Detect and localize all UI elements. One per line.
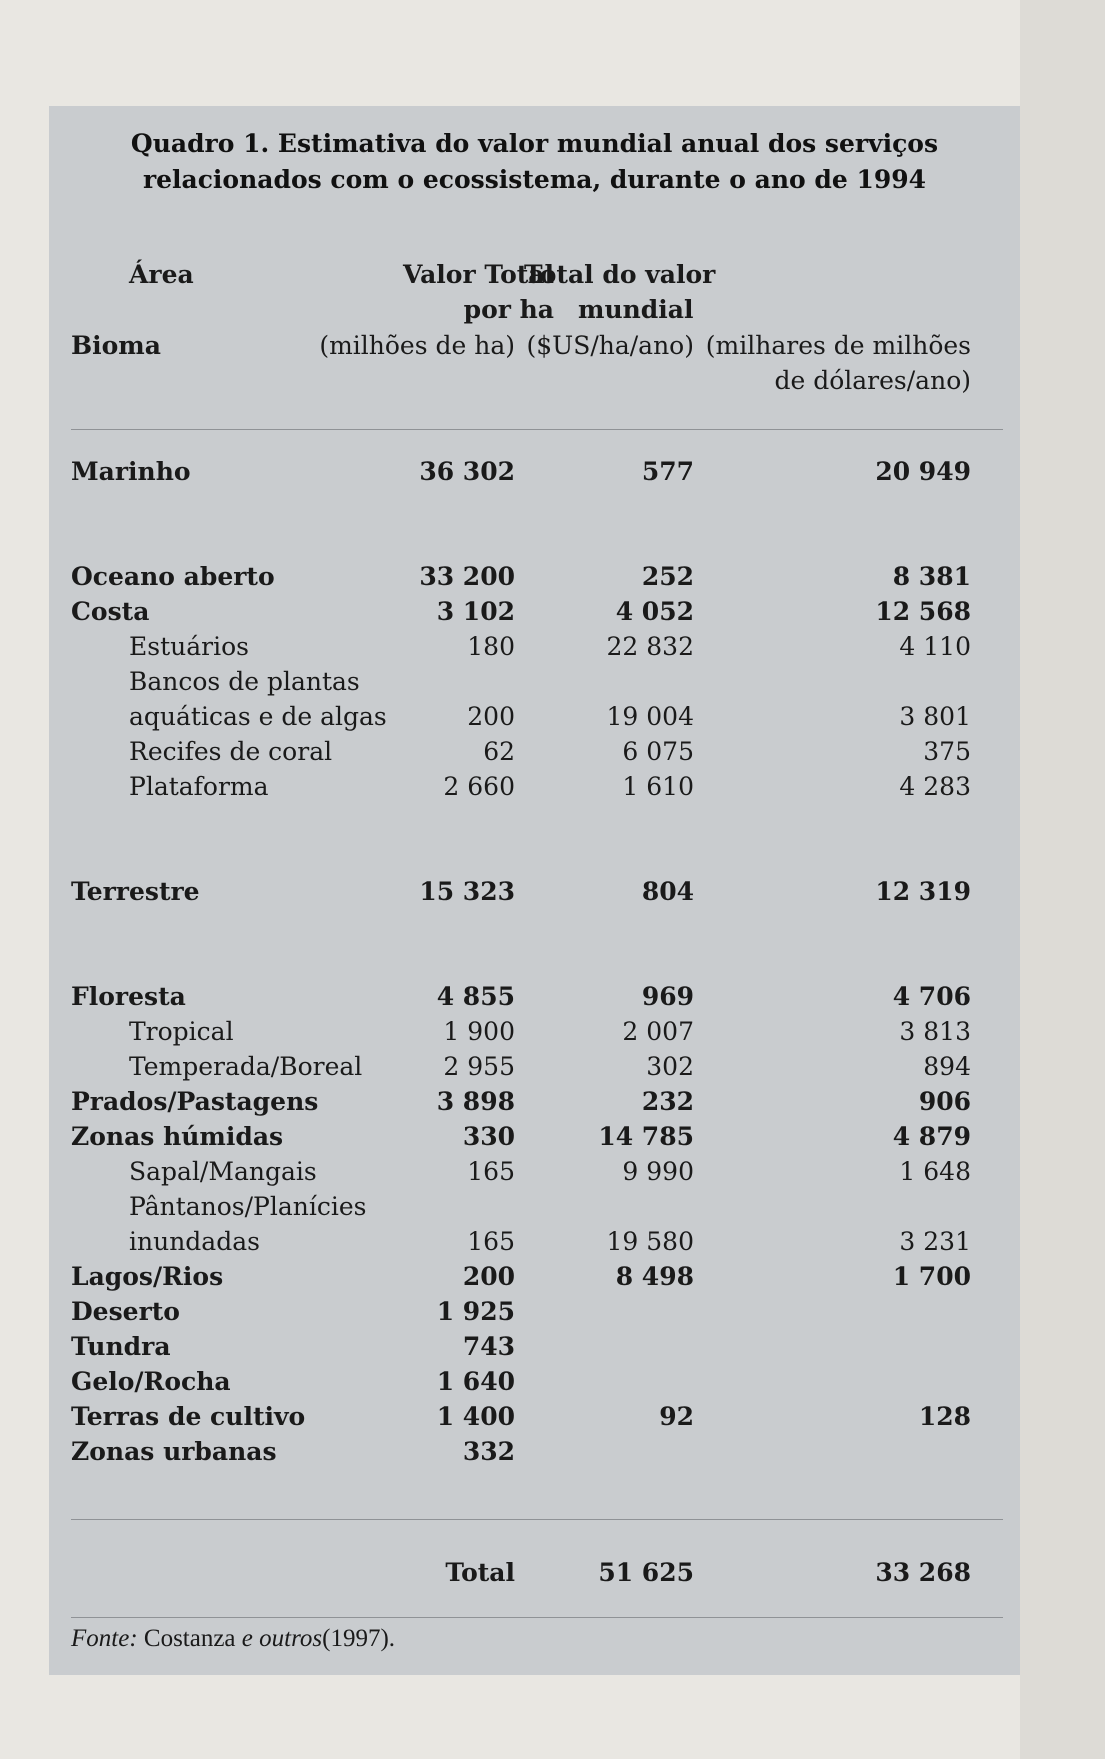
row-valor: 232	[641, 1087, 694, 1116]
header-unit-total-2: de dólares/ano)	[774, 366, 971, 395]
row-valor: 92	[659, 1402, 694, 1431]
title-line-2: relacionados com o ecossistema, durante o ano de 1994	[142, 165, 927, 194]
row-area: 2 660	[443, 772, 515, 801]
row-valor: 8 498	[615, 1262, 694, 1291]
table-row	[49, 734, 1020, 769]
row-bioma: Plataforma	[129, 772, 269, 801]
row-valor: 252	[641, 562, 694, 591]
row-area: 1 400	[436, 1402, 515, 1431]
table-row	[49, 1434, 1020, 1469]
header-valor-total-1: Valor Total	[402, 260, 554, 289]
source-fonte: Fonte:	[71, 1625, 138, 1652]
header-unit-area: (milhões de ha)	[319, 331, 515, 360]
row-valor: 577	[641, 457, 694, 486]
row-area: 165	[467, 1157, 515, 1186]
row-bioma: Tundra	[71, 1332, 171, 1361]
row-area: 62	[483, 737, 515, 766]
source-year: (1997).	[322, 1625, 396, 1652]
table-row	[49, 979, 1020, 1014]
table-row	[49, 699, 1020, 734]
row-total: 3 231	[899, 1227, 971, 1256]
total-rule-bottom	[71, 1617, 1003, 1618]
row-total: 12 319	[875, 877, 971, 906]
row-total: 906	[918, 1087, 971, 1116]
row-area: 743	[462, 1332, 515, 1361]
row-total: 4 110	[899, 632, 971, 661]
source-e: e	[241, 1625, 253, 1652]
row-bioma: Deserto	[71, 1297, 180, 1326]
source-author: Costanza	[143, 1625, 236, 1652]
row-area: 1 640	[436, 1367, 515, 1396]
table-row	[49, 1224, 1020, 1259]
table-row	[49, 629, 1020, 664]
row-total: 375	[923, 737, 971, 766]
title-line-1: Quadro 1. Estimativa do valor mundial anual dos serviços	[130, 129, 939, 158]
row-area: 36 302	[419, 457, 515, 486]
row-bioma: Costa	[71, 597, 150, 626]
header-unit-total-1: (milhares de milhões	[705, 331, 971, 360]
row-valor: 4 052	[615, 597, 694, 626]
row-total: 1 648	[899, 1157, 971, 1186]
table-row	[49, 1189, 1020, 1224]
row-area: 200	[467, 702, 515, 731]
source-outros: outros	[259, 1625, 323, 1652]
row-area: 15 323	[419, 877, 515, 906]
header-total-valor-2: mundial	[578, 295, 694, 324]
row-area: 332	[462, 1437, 515, 1466]
table-row	[49, 1084, 1020, 1119]
table-row	[49, 1014, 1020, 1049]
total-label: Total	[445, 1558, 515, 1587]
header-unit-valor: ($US/ha/ano)	[526, 331, 694, 360]
row-area: 180	[467, 632, 515, 661]
row-total: 4 706	[892, 982, 971, 1011]
row-bioma: Zonas húmidas	[71, 1122, 284, 1151]
row-valor: 804	[641, 877, 694, 906]
header-total-valor-1: Total do valor	[524, 260, 716, 289]
total-row	[49, 1555, 1020, 1590]
row-area: 1 925	[436, 1297, 515, 1326]
row-area: 33 200	[419, 562, 515, 591]
table-row	[49, 1399, 1020, 1434]
row-bioma: Recifes de coral	[129, 737, 333, 766]
row-valor: 9 990	[622, 1157, 694, 1186]
row-bioma: Gelo/Rocha	[71, 1367, 231, 1396]
table-row	[49, 664, 1020, 699]
row-bioma: Zonas urbanas	[71, 1437, 277, 1466]
row-bioma: Pântanos/Planícies	[129, 1192, 367, 1221]
table-title	[49, 126, 1020, 198]
row-area: 4 855	[436, 982, 515, 1011]
table-row	[49, 769, 1020, 804]
row-area: 200	[462, 1262, 515, 1291]
row-bioma: Floresta	[71, 982, 186, 1011]
row-area: 1 900	[443, 1017, 515, 1046]
table-row	[49, 1259, 1020, 1294]
row-valor: 14 785	[598, 1122, 694, 1151]
row-bioma: Terras de cultivo	[71, 1402, 306, 1431]
total-total: 33 268	[875, 1558, 971, 1587]
row-total: 20 949	[875, 457, 971, 486]
row-total: 4 879	[892, 1122, 971, 1151]
table-panel	[49, 106, 1020, 1675]
row-bioma: Bancos de plantas	[129, 667, 360, 696]
table-row	[49, 559, 1020, 594]
table-row	[49, 1119, 1020, 1154]
row-total: 4 283	[899, 772, 971, 801]
row-valor: 2 007	[622, 1017, 694, 1046]
row-valor: 969	[641, 982, 694, 1011]
adjacent-page-strip	[1020, 0, 1105, 1759]
row-bioma: Lagos/Rios	[71, 1262, 224, 1291]
row-bioma: aquáticas e de algas	[129, 702, 387, 731]
row-bioma: Estuários	[129, 632, 249, 661]
row-total: 128	[918, 1402, 971, 1431]
row-bioma: Tropical	[129, 1017, 234, 1046]
total-rule-top	[71, 1519, 1003, 1520]
row-total: 1 700	[892, 1262, 971, 1291]
table-row	[49, 1294, 1020, 1329]
table-row	[49, 1329, 1020, 1364]
row-valor: 302	[646, 1052, 694, 1081]
row-valor: 1 610	[622, 772, 694, 801]
row-bioma: Marinho	[71, 457, 191, 486]
row-bioma: Sapal/Mangais	[129, 1157, 317, 1186]
table-row	[49, 1154, 1020, 1189]
row-total: 8 381	[892, 562, 971, 591]
row-bioma: Temperada/Boreal	[129, 1052, 363, 1081]
table-row	[49, 1049, 1020, 1084]
header-rule	[71, 429, 1003, 430]
row-total: 894	[923, 1052, 971, 1081]
row-area: 2 955	[443, 1052, 515, 1081]
row-valor: 22 832	[606, 632, 694, 661]
header-valor-total-2: por ha	[463, 295, 554, 324]
table-row	[49, 1364, 1020, 1399]
row-total: 12 568	[875, 597, 971, 626]
row-bioma: inundadas	[129, 1227, 260, 1256]
row-bioma: Oceano aberto	[71, 562, 275, 591]
row-bioma: Prados/Pastagens	[71, 1087, 319, 1116]
table-row	[49, 454, 1020, 489]
row-area: 330	[462, 1122, 515, 1151]
row-bioma: Terrestre	[71, 877, 200, 906]
row-area: 3 898	[436, 1087, 515, 1116]
source-note	[71, 1622, 395, 1656]
row-total: 3 801	[899, 702, 971, 731]
table-row	[49, 874, 1020, 909]
row-area: 3 102	[436, 597, 515, 626]
row-valor: 19 004	[606, 702, 694, 731]
header-area: Área	[129, 260, 194, 289]
header-bioma: Bioma	[71, 331, 161, 360]
total-valor: 51 625	[598, 1558, 694, 1587]
row-valor: 19 580	[606, 1227, 694, 1256]
row-total: 3 813	[899, 1017, 971, 1046]
row-area: 165	[467, 1227, 515, 1256]
row-valor: 6 075	[622, 737, 694, 766]
table-row	[49, 594, 1020, 629]
